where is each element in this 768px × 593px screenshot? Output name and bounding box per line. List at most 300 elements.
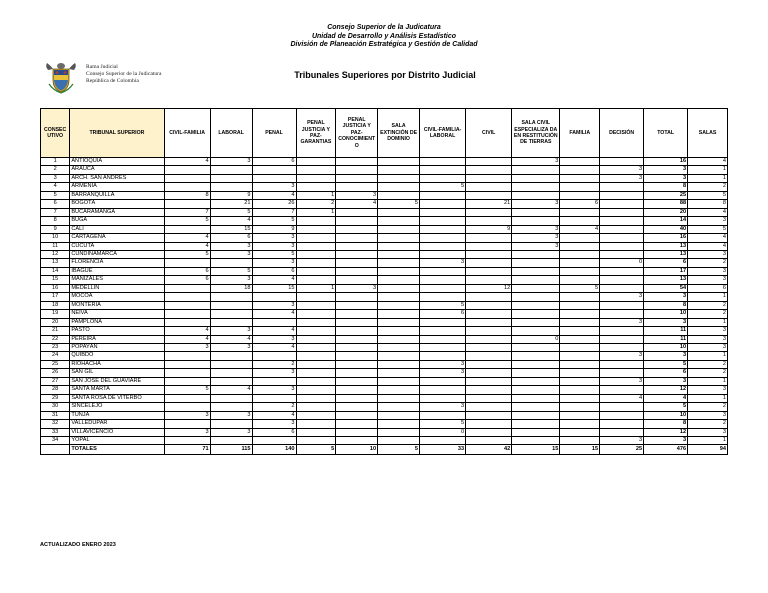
table-cell [420,267,466,275]
table-cell [560,428,600,436]
tribunal-name: SAN JOSÉ DEL GUAVIARE [70,377,164,385]
table-cell [600,284,644,292]
table-cell: 3 [644,293,688,301]
table-cell [378,310,420,318]
table-cell: 3 [252,259,296,267]
table-cell [560,369,600,377]
table-cell: 16 [644,234,688,242]
table-cell [466,394,512,402]
table-cell [600,200,644,208]
table-cell [378,158,420,166]
table-cell [164,284,210,292]
table-cell: 25 [644,191,688,199]
row-number: 27 [41,377,70,385]
table-cell [378,174,420,182]
table-cell: 20 [644,208,688,216]
table-cell [296,293,336,301]
table-cell [466,242,512,250]
table-cell [210,436,252,444]
table-cell [378,166,420,174]
table-cell: 3 [688,343,728,351]
table-row [41,352,728,360]
table-cell [164,310,210,318]
table-cell [466,250,512,258]
table-cell [336,335,378,343]
tribunal-name: YOPAL [70,436,164,444]
table-cell: 13 [644,250,688,258]
table-cell: 10 [644,411,688,419]
row-number: 14 [41,267,70,275]
table-row [41,377,728,385]
table-cell [512,217,560,225]
table-row [41,293,728,301]
table-row [41,327,728,335]
table-cell [296,411,336,419]
table-cell [560,267,600,275]
table-cell [164,301,210,309]
table-row [41,191,728,199]
tribunal-name: SINCELEJO [70,403,164,411]
table-cell [420,343,466,351]
table-row [41,250,728,258]
table-cell: 2 [252,360,296,368]
header-line-2: Unidad de Desarrollo y Análisis Estadístico [311,32,457,40]
table-cell [600,191,644,199]
table-cell [560,276,600,284]
table-cell [560,174,600,182]
table-cell [512,420,560,428]
tribunal-name: RIOHACHA [70,360,164,368]
table-cell [420,234,466,242]
row-number: 12 [41,250,70,258]
table-cell [512,259,560,267]
table-cell: 3 [688,327,728,335]
table-cell: 5 [560,284,600,292]
row-number: 23 [41,343,70,351]
table-cell [336,301,378,309]
tribunal-name: BUGA [70,217,164,225]
table-row [41,403,728,411]
table-cell: 3 [252,369,296,377]
table-cell [420,250,466,258]
table-cell [420,158,466,166]
tribunal-name: PAMPLONA [70,318,164,326]
logo-line-1: Rama Judicial [86,64,118,70]
table-cell: 115 [210,445,252,455]
tribunal-name: TOTALES [70,445,164,455]
table-cell: 21 [466,200,512,208]
table-cell: 5 [252,217,296,225]
table-cell [378,259,420,267]
table-cell [600,208,644,216]
table-cell [296,276,336,284]
table-cell [378,242,420,250]
table-cell: 6 [560,200,600,208]
row-number: 25 [41,360,70,368]
table-row [41,242,728,250]
table-cell [466,293,512,301]
table-cell [560,310,600,318]
table-cell: 3 [252,386,296,394]
table-cell: 9 [210,191,252,199]
row-number: 13 [41,259,70,267]
table-cell [466,217,512,225]
table-cell [336,436,378,444]
table-cell: 3 [600,174,644,182]
table-cell [296,174,336,182]
table-cell: 3 [644,166,688,174]
table-cell: 4 [210,386,252,394]
table-cell: 10 [336,445,378,455]
table-cell [600,158,644,166]
row-number: 9 [41,225,70,233]
table-row [41,335,728,343]
table-cell [296,217,336,225]
table-cell [420,166,466,174]
table-cell: 12 [644,386,688,394]
table-cell: 4 [252,191,296,199]
table-cell: 3 [252,242,296,250]
table-cell [466,310,512,318]
table-cell [378,301,420,309]
table-cell [336,377,378,385]
table-cell: 11 [644,335,688,343]
column-header: FAMILIA [560,109,600,158]
table-cell [296,225,336,233]
table-cell: 0 [420,428,466,436]
table-cell [336,352,378,360]
table-row [41,394,728,402]
table-cell [600,267,644,275]
table-cell [512,284,560,292]
table-cell [466,191,512,199]
table-cell: 5 [688,225,728,233]
table-row [41,234,728,242]
table-cell: 3 [512,242,560,250]
tribunal-name: MEDELLÍN [70,284,164,292]
tribunal-name: ARCH. SAN ANDRÉS [70,174,164,182]
table-cell: 3 [512,234,560,242]
table-cell: 3 [210,242,252,250]
table-cell [420,293,466,301]
table-cell [600,301,644,309]
table-cell [164,183,210,191]
table-cell [378,217,420,225]
table-cell: 3 [420,369,466,377]
table-cell [378,335,420,343]
column-header: PENAL [252,109,296,158]
row-number: 10 [41,234,70,242]
table-cell [466,166,512,174]
table-cell: 3 [688,276,728,284]
row-number: 6 [41,200,70,208]
tribunal-name: ARAUCA [70,166,164,174]
row-number: 16 [41,284,70,292]
table-cell [466,276,512,284]
column-header: PENAL JUSTICIA Y PAZ-GARANTIAS [296,109,336,158]
tribunal-name: FLORENCIA [70,259,164,267]
table-cell [560,394,600,402]
table-cell [296,234,336,242]
table-cell [512,327,560,335]
table-cell: 3 [420,403,466,411]
table-cell [466,403,512,411]
table-cell: 15 [210,225,252,233]
table-cell [336,369,378,377]
table-cell: 3 [600,377,644,385]
table-cell: 88 [644,200,688,208]
table-cell: 11 [644,327,688,335]
tribunal-name: IBAGUÉ [70,267,164,275]
table-cell [512,369,560,377]
table-cell [560,259,600,267]
table-cell [600,242,644,250]
table-cell: 5 [296,445,336,455]
table-cell [512,377,560,385]
table-cell: 3 [688,217,728,225]
table-cell: 10 [644,343,688,351]
table-cell [420,352,466,360]
column-header: PENAL JUSTICIA Y PAZ-CONOCIMIENT O [336,109,378,158]
table-cell [296,352,336,360]
table-row [41,284,728,292]
table-cell [560,386,600,394]
table-cell: 5 [644,360,688,368]
table-row [41,158,728,166]
update-note: ACTUALIZADO ENERO 2023 [40,542,116,548]
table-cell [560,158,600,166]
table-cell: 1 [688,394,728,402]
table-cell [164,377,210,385]
tribunal-name: MOCOA [70,293,164,301]
table-cell: 3 [600,293,644,301]
table-cell: 18 [210,284,252,292]
table-row [41,217,728,225]
table-cell [336,276,378,284]
table-cell: 1 [688,318,728,326]
row-number: 8 [41,217,70,225]
table-cell [560,343,600,351]
table-cell [560,242,600,250]
table-cell: 6 [252,158,296,166]
table-cell: 6 [252,267,296,275]
table-cell: 25 [600,445,644,455]
table-cell [560,208,600,216]
table-row [41,225,728,233]
table-cell [296,318,336,326]
table-cell [512,174,560,182]
table-cell [164,174,210,182]
table-cell [378,284,420,292]
table-cell [466,208,512,216]
table-cell: 4 [644,394,688,402]
table-cell: 94 [688,445,728,455]
table-cell: 4 [688,208,728,216]
table-cell: 15 [252,284,296,292]
table-cell [210,420,252,428]
row-number: 34 [41,436,70,444]
table-cell [336,327,378,335]
table-cell [512,436,560,444]
table-cell [296,394,336,402]
table-cell [420,200,466,208]
column-header: TOTAL [644,109,688,158]
row-number: 20 [41,318,70,326]
table-cell [164,436,210,444]
table-row [41,310,728,318]
table-cell: 7 [164,208,210,216]
table-cell [420,217,466,225]
row-number [41,445,70,455]
table-cell [336,158,378,166]
row-number: 18 [41,301,70,309]
table-cell [466,436,512,444]
table-cell [252,377,296,385]
table-cell [600,250,644,258]
table-cell [296,259,336,267]
table-cell [336,183,378,191]
table-cell [512,360,560,368]
table-cell: 3 [210,327,252,335]
tribunal-name: ARMENIA [70,183,164,191]
table-cell [420,327,466,335]
table-cell [512,267,560,275]
row-number: 21 [41,327,70,335]
logo [42,60,182,94]
table-cell [336,403,378,411]
table-cell [296,250,336,258]
table-cell [296,428,336,436]
table-cell [600,310,644,318]
table-cell [296,436,336,444]
table-cell: 3 [644,318,688,326]
table-cell [466,386,512,394]
table-cell [600,234,644,242]
table-cell: 6 [252,428,296,436]
table-cell: 42 [466,445,512,455]
column-header: CIVIL-FAMILIA-LABORAL [420,109,466,158]
row-number: 19 [41,310,70,318]
tribunal-name: CALI [70,225,164,233]
table-cell: 17 [644,267,688,275]
table-cell: 5 [420,301,466,309]
table-cell: 3 [512,158,560,166]
table-cell: 4 [252,327,296,335]
table-cell [210,360,252,368]
row-number: 28 [41,386,70,394]
table-cell: 6 [644,369,688,377]
table-cell [252,174,296,182]
table-cell [378,293,420,301]
table-cell: 5 [210,267,252,275]
table-cell [252,293,296,301]
table-row [41,436,728,444]
table-cell [420,318,466,326]
table-cell [600,217,644,225]
table-cell [336,250,378,258]
table-cell: 4 [252,343,296,351]
table-cell: 5 [378,445,420,455]
table-cell [420,191,466,199]
table-cell [600,276,644,284]
table-cell: 3 [644,352,688,360]
table-row [41,174,728,182]
row-number: 15 [41,276,70,284]
table-cell: 6 [644,259,688,267]
table-cell: 4 [164,234,210,242]
table-row [41,208,728,216]
table-cell [336,310,378,318]
table-cell [600,411,644,419]
tribunal-name: POPAYÁN [70,343,164,351]
row-number: 30 [41,403,70,411]
tribunales-table [40,108,728,455]
row-number: 33 [41,428,70,436]
table-cell [512,411,560,419]
table-cell [600,386,644,394]
table-cell [164,200,210,208]
table-cell: 3 [644,436,688,444]
table-cell: 4 [600,394,644,402]
table-row [41,343,728,351]
table-cell [466,335,512,343]
row-number: 31 [41,411,70,419]
table-cell: 3 [600,166,644,174]
table-row [41,411,728,419]
table-cell: 3 [644,174,688,182]
tribunal-name: MANIZALES [70,276,164,284]
table-cell: 4 [210,217,252,225]
table-cell [378,377,420,385]
table-cell: 6 [164,267,210,275]
tribunal-name: CÚCUTA [70,242,164,250]
table-cell: 3 [252,183,296,191]
page-title: Tribunales Superiores por Distrito Judicial [294,70,476,80]
table-cell [336,208,378,216]
table-cell [252,352,296,360]
table-cell [378,208,420,216]
column-header: TRIBUNAL SUPERIOR [70,109,164,158]
table-row [41,420,728,428]
table-cell [512,318,560,326]
tribunal-name: SANTA ROSA DE VITERBO [70,394,164,402]
table-cell [210,403,252,411]
table-cell [512,276,560,284]
table-cell: 2 [688,310,728,318]
table-cell: 3 [164,343,210,351]
table-cell [560,403,600,411]
table-cell: 1 [296,191,336,199]
table-cell [378,343,420,351]
table-cell: 5 [252,250,296,258]
table-cell: 3 [600,318,644,326]
table-cell [512,183,560,191]
tribunal-name: MONTERÍA [70,301,164,309]
table-cell: 8 [644,420,688,428]
table-cell [420,284,466,292]
table-cell [600,369,644,377]
table-cell [336,242,378,250]
table-cell: 5 [644,403,688,411]
tribunal-name: TUNJA [70,411,164,419]
table-cell: 0 [512,335,560,343]
row-number: 29 [41,394,70,402]
logo-line-2: Consejo Superior de la Judicatura [86,70,162,77]
header-line-1: Consejo Superior de la Judicatura [327,24,441,31]
column-header: SALA EXTINCIÓN DE DOMINIO [378,109,420,158]
table-cell [336,318,378,326]
row-number: 1 [41,158,70,166]
